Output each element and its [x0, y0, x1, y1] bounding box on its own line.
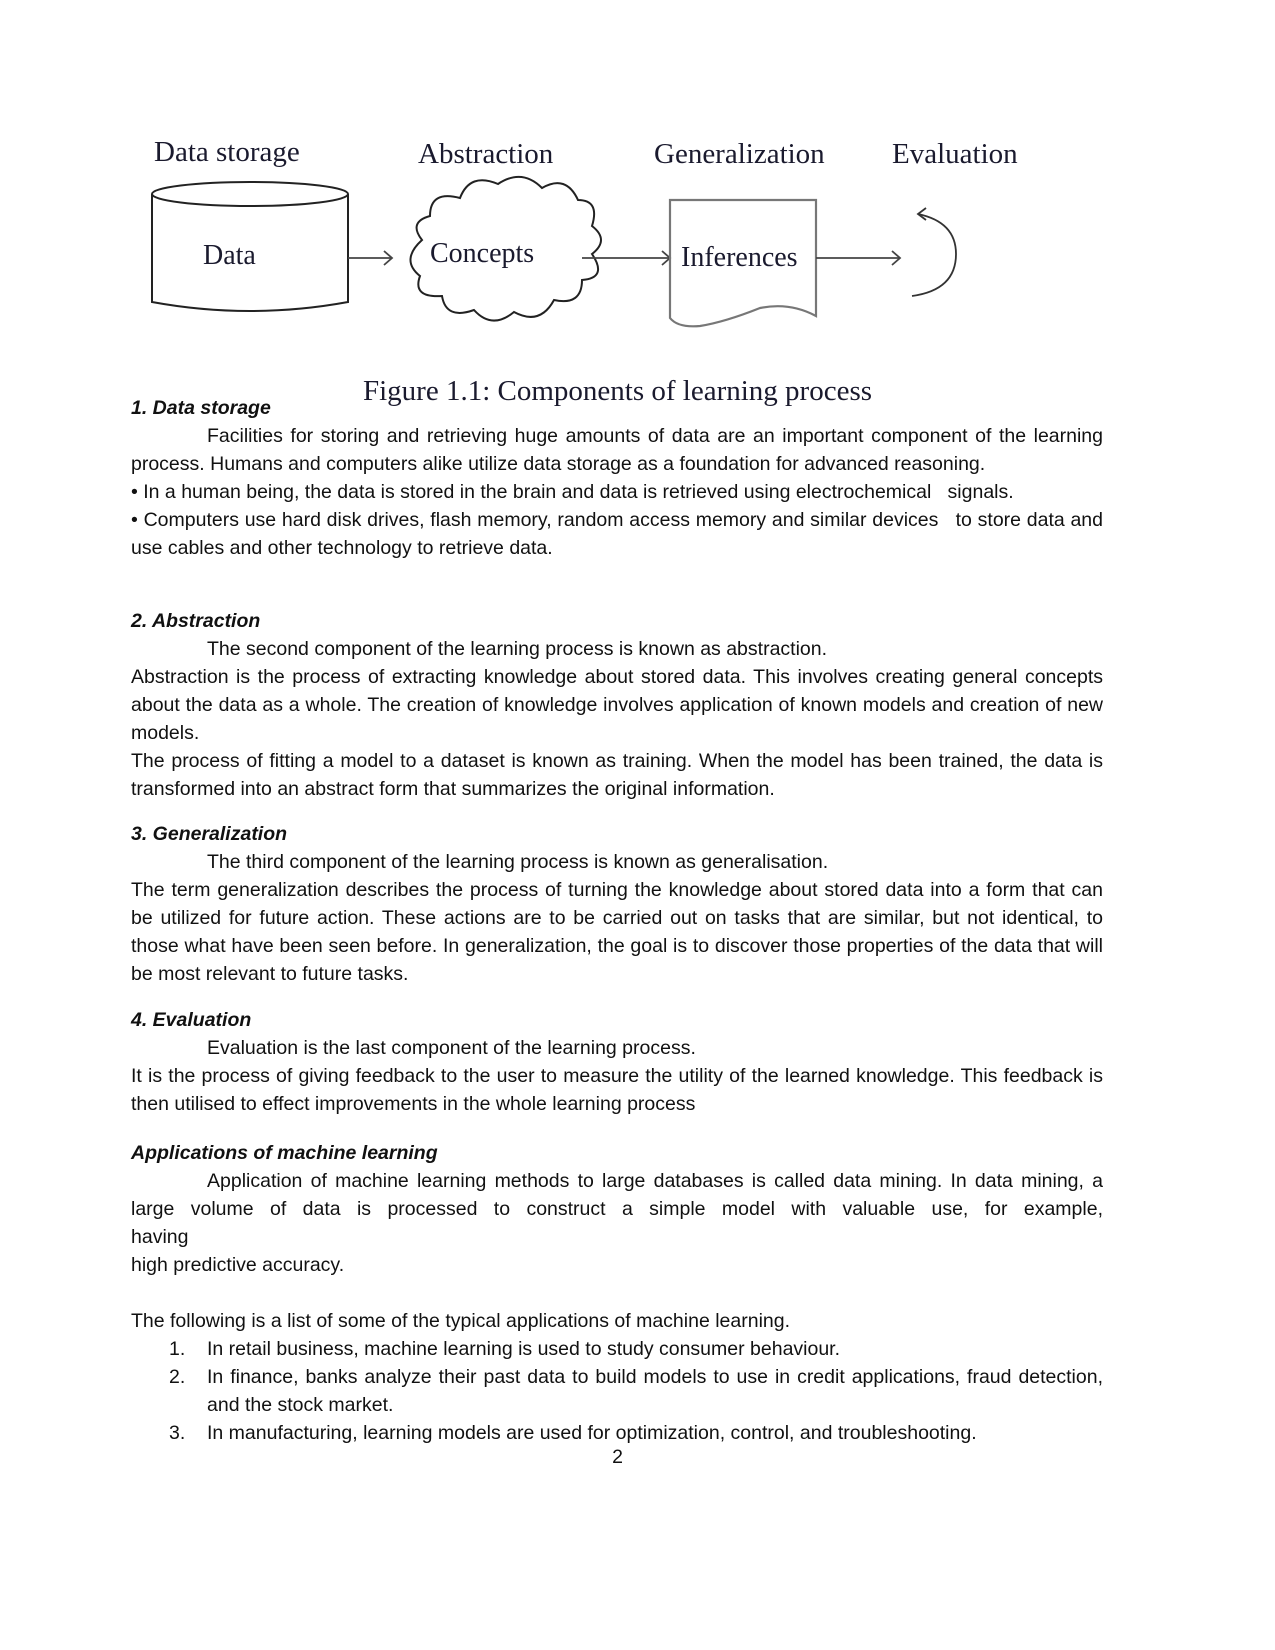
paragraph: Facilities for storing and retrieving huge amounts of data are an important component of the learning process. Humans and computers alike utilize data storage as a foundation for advanced reasoning. — [131, 425, 1103, 475]
paragraph: Evaluation is the last component of the learning process. — [207, 1037, 696, 1059]
arrow-icon — [348, 251, 392, 265]
paragraph: The term generalization describes the process of turning the knowledge about stored data into a form that can be utilized for future action. These actions are to be carried out on tasks that are similar, but not identical, to those what have been seen before. In generalization, the goal is to discover those properties of the data that will be most relevant to future tasks. — [131, 879, 1103, 985]
list-number: 1. — [169, 1338, 186, 1360]
figure-label-abstraction: Abstraction — [418, 138, 554, 170]
section-generalization — [131, 820, 1103, 988]
paragraph: high predictive accuracy. — [131, 1254, 345, 1276]
figure-label-evaluation: Evaluation — [892, 138, 1018, 170]
paragraph: Abstraction is the process of extracting knowledge about stored data. This involves creating general concepts about the data as a whole. The creation of knowledge involves application of known models and creation of new models. — [131, 666, 1103, 744]
section-heading: 3. Generalization — [131, 823, 288, 845]
data-node-label: Data — [203, 240, 256, 271]
section-abstraction — [131, 607, 1103, 803]
paragraph: The following is a list of some of the typical applications of machine learning. — [131, 1310, 791, 1332]
list-item — [131, 1335, 1103, 1363]
section-heading: 4. Evaluation — [131, 1009, 252, 1031]
paragraph: having — [131, 1226, 189, 1248]
section-heading: Applications of machine learning — [131, 1142, 438, 1164]
list-item — [131, 1419, 1103, 1447]
inferences-node-label: Inferences — [681, 242, 798, 273]
paragraph: The second component of the learning process is known as abstraction. — [207, 638, 828, 660]
paragraph: The third component of the learning process is known as generalisation. — [207, 851, 829, 873]
figure-label-data-storage: Data storage — [154, 136, 300, 168]
section-data-storage — [131, 394, 1109, 562]
arrow-icon — [582, 251, 670, 265]
figure-label-generalization: Generalization — [654, 138, 825, 170]
paragraph: The process of fitting a model to a dataset is known as training. When the model has been trained, the data is transformed into an abstract form that summarizes the original information. — [131, 750, 1103, 800]
list-item-text: In manufacturing, learning models are used for optimization, control, and troubleshooting. — [207, 1422, 977, 1444]
evaluation-loop-arrow-icon — [912, 208, 956, 296]
list-item-text: In retail business, machine learning is used to study consumer behaviour. — [207, 1338, 841, 1360]
list-item — [131, 1363, 1103, 1419]
arrow-icon — [816, 251, 900, 265]
concepts-node-label: Concepts — [430, 238, 535, 269]
list-number: 3. — [169, 1422, 186, 1444]
figure-caption: Figure 1.1: Components of learning process — [362, 375, 873, 407]
page-number: 2 — [612, 1446, 623, 1468]
bullet-item: • In a human being, the data is stored in the brain and data is retrieved using electrochemical signals. — [131, 481, 1014, 503]
list-number: 2. — [169, 1366, 186, 1388]
learning-process-figure — [130, 130, 1090, 410]
applications-list — [131, 1335, 1103, 1447]
section-applications — [131, 1139, 1103, 1447]
section-evaluation — [131, 1006, 1103, 1118]
section-heading: 1. Data storage — [131, 397, 271, 419]
section-heading: 2. Abstraction — [131, 610, 261, 632]
spacer — [131, 1279, 1103, 1307]
paragraph: It is the process of giving feedback to the user to measure the utility of the learned knowledge. This feedback is then utilised to effect improvements in the whole learning process — [131, 1065, 1103, 1115]
bullet-item: • Computers use hard disk drives, flash memory, random access memory and similar devices to store data and use cables and other technology to retrieve data. — [131, 509, 1109, 559]
list-item-text: In finance, banks analyze their past data to build models to use in credit applications, fraud detection, and the stock market. — [207, 1366, 1103, 1416]
paragraph: Application of machine learning methods to large databases is called data mining. In data mining, a large volume of data is processed to construct a simple model with valuable use, for example, — [131, 1170, 1103, 1220]
